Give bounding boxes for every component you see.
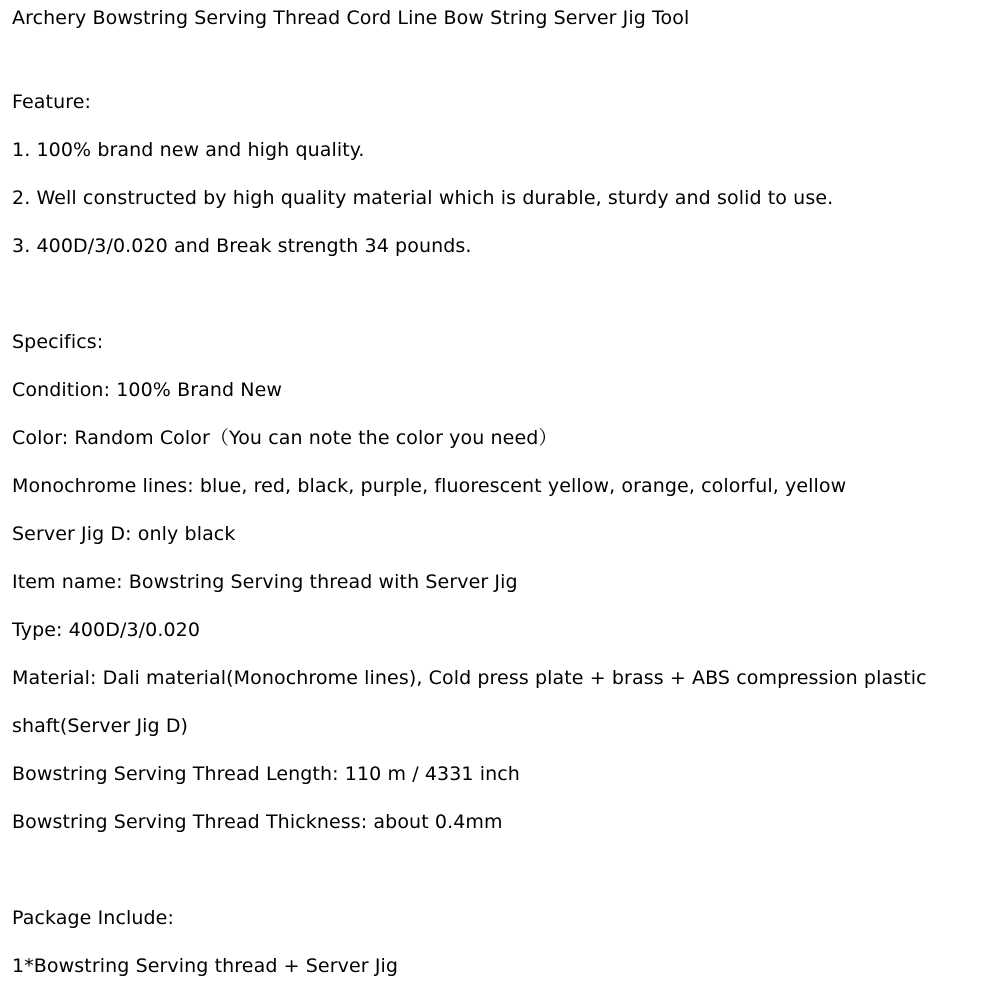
product-description — [12, 0, 988, 990]
feature-heading: Feature: — [12, 91, 91, 113]
specifics-item: Type: 400D/3/0.020 — [12, 619, 201, 641]
specifics-item: Monochrome lines: blue, red, black, purple, fluorescent yellow, orange, colorful, yellow — [12, 475, 847, 497]
specifics-item: Bowstring Serving Thread Length: 110 m / 4331 inch — [12, 763, 520, 785]
specifics-item: Bowstring Serving Thread Thickness: about 0.4mm — [12, 811, 503, 833]
specifics-item: Material: Dali material(Monochrome lines), Cold press plate + brass + ABS compression plastic — [12, 667, 927, 689]
specifics-item: Condition: 100% Brand New — [12, 379, 283, 401]
specifics-item: shaft(Server Jig D) — [12, 715, 189, 737]
specifics-item: Color: Random Color（You can note the color you need） — [12, 427, 558, 449]
spacer — [12, 270, 988, 318]
product-title: Archery Bowstring Serving Thread Cord Line Bow String Server Jig Tool — [12, 7, 690, 29]
package-heading: Package Include: — [12, 907, 174, 929]
feature-section — [12, 78, 988, 270]
feature-item: 2. Well constructed by high quality material which is durable, sturdy and solid to use. — [12, 187, 834, 209]
feature-item: 3. 400D/3/0.020 and Break strength 34 pounds. — [12, 235, 472, 257]
package-item: 1*Bowstring Serving thread + Server Jig — [12, 955, 399, 977]
feature-item: 1. 100% brand new and high quality. — [12, 139, 365, 161]
specifics-heading: Specifics: — [12, 331, 104, 353]
specifics-section — [12, 318, 988, 846]
spacer — [12, 36, 988, 78]
specifics-item: Server Jig D: only black — [12, 523, 236, 545]
package-section — [12, 894, 988, 990]
spacer — [12, 846, 988, 894]
specifics-item: Item name: Bowstring Serving thread with Server Jig — [12, 571, 518, 593]
